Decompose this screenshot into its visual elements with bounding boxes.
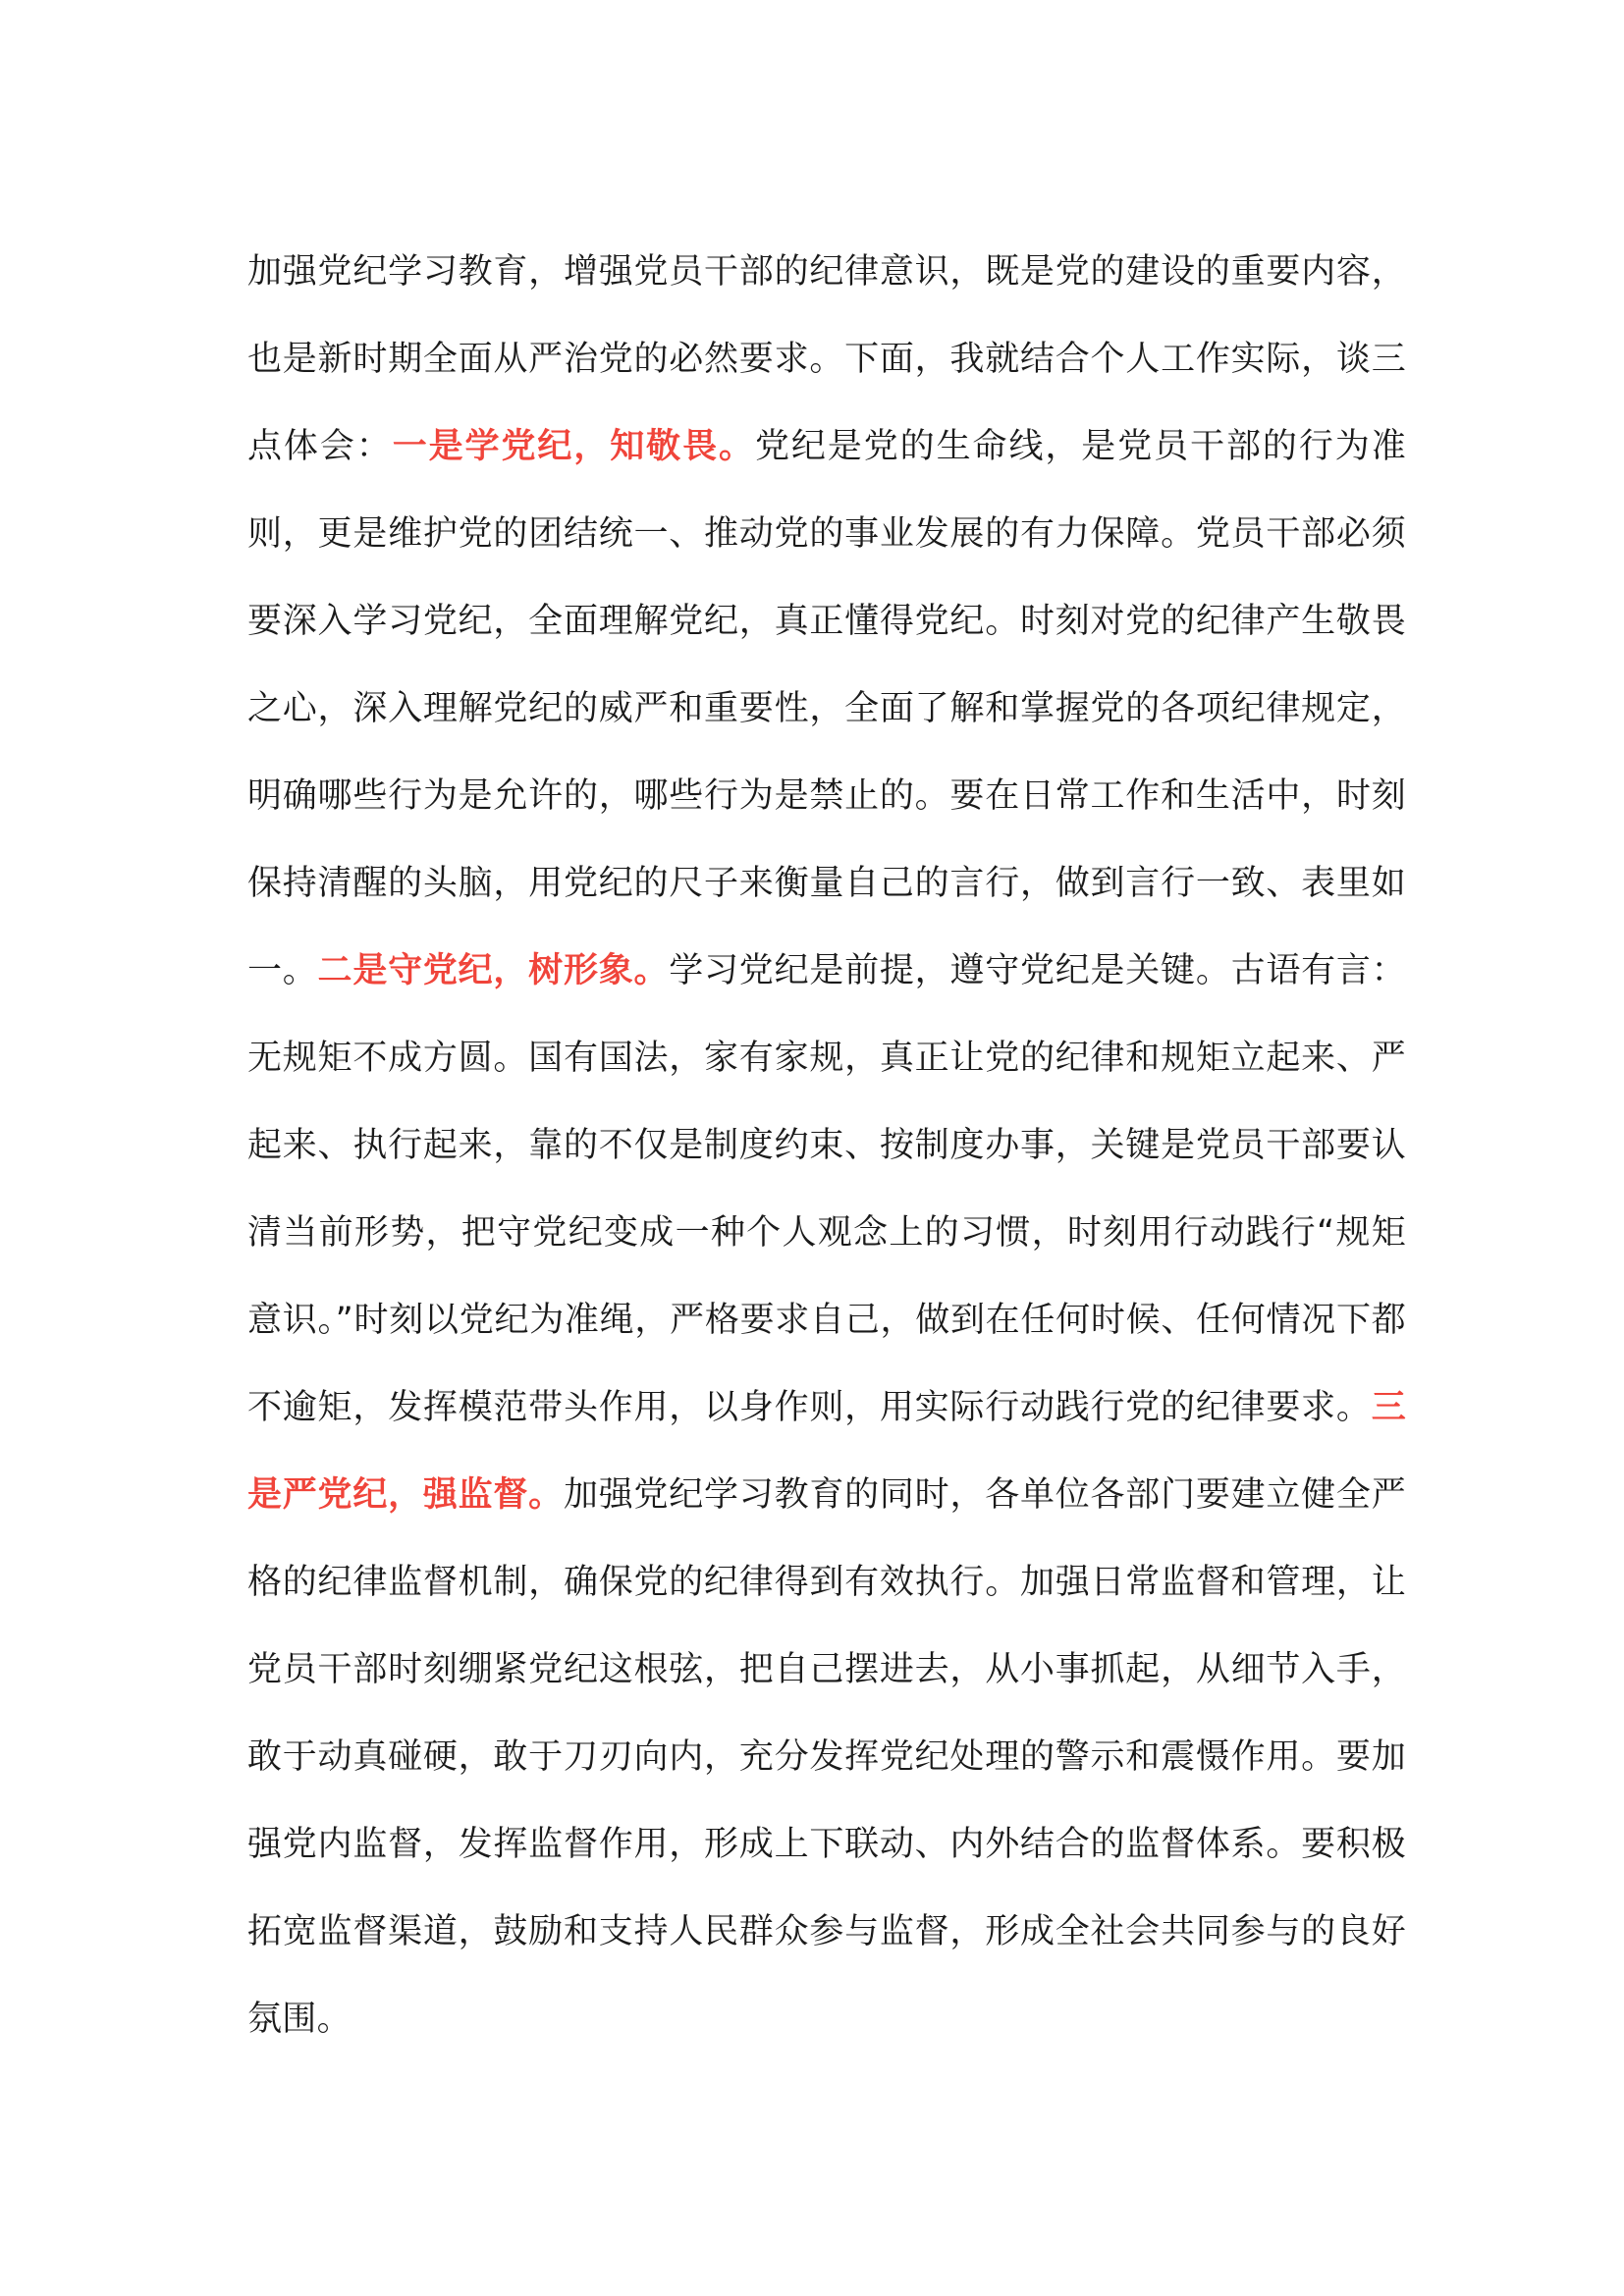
intro-text: 加强党纪学习教育，增强党员干部的纪律意识，既是党的建设的重要内容，也是新时期全面从严治党的必然要求。下面，我就结合个人工作实际，谈三点体会： [247,252,1406,466]
body-paragraph [247,229,1406,2063]
point-3-body: 加强党纪学习教育的同时，各单位各部门要建立健全严格的纪律监督机制，确保党的纪律得到有效执行。加强日常监督和管理，让党员干部时刻绷紧党纪这根弦，把自己摆进去，从小事抓起，从细节入手，敢于动真碰硬，敢于刀刃向内，充分发挥党纪处理的警示和震慑作用。要加强党内监督，发挥监督作用，形成上下联动、内外结合的监督体系。要积极拓宽监督渠道，鼓励和支持人民群众参与监督，形成全社会共同参与的良好氛围。 [247,1475,1407,2039]
point-1-heading: 一是学党纪，知敬畏。 [392,427,755,466]
point-2-heading: 二是守党纪，树形象。 [317,951,670,990]
point-2-body: 学习党纪是前提，遵守党纪是关键。古语有言：无规矩不成方圆。国有国法，家有家规，真正让党的纪律和规矩立起来、严起来、执行起来，靠的不仅是制度约束、按制度办事，关键是党员干部要认清当前形势，把守党纪变成一种个人观念上的习惯，时刻用行动践行“规矩意识。”时刻以党纪为准绳，严格要求自己，做到在任何时候、任何情况下都不逾矩，发挥模范带头作用，以身作则，用实际行动践行党的纪律要求。 [247,951,1406,1427]
point-3-heading: 三是严党纪，强监督。 [247,1388,1406,1515]
point-1-body: 党纪是党的生命线，是党员干部的行为准则，更是维护党的团结统一、推动党的事业发展的有力保障。党员干部必须要深入学习党纪，全面理解党纪，真正懂得党纪。时刻对党的纪律产生敬畏之心，深入理解党纪的威严和重要性，全面了解和掌握党的各项纪律规定，明确哪些行为是允许的，哪些行为是禁止的。要在日常工作和生活中，时刻保持清醒的头脑，用党纪的尺子来衡量自己的言行，做到言行一致、表里如一。 [247,427,1406,990]
